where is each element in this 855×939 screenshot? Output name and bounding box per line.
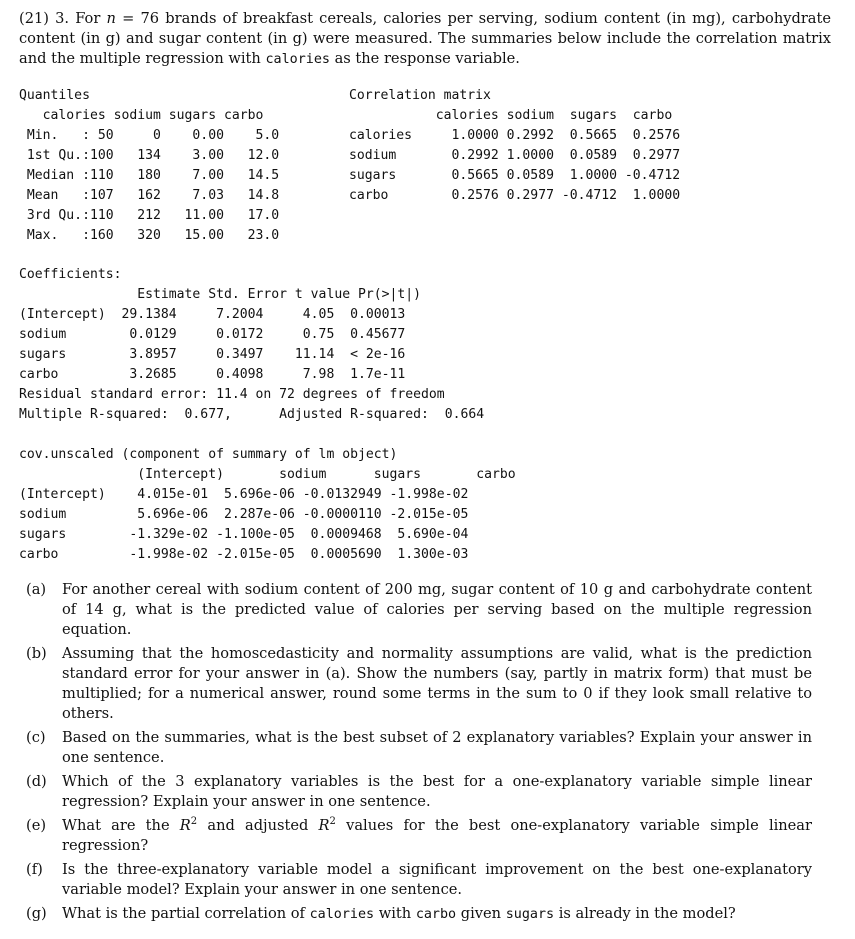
coefficients-row: (Intercept) 29.1384 7.2004 4.05 0.00013: [19, 307, 406, 322]
question-label: (g): [26, 905, 47, 922]
question-label: (d): [26, 773, 47, 790]
problem-intro: (21) 3. For n = 76 brands of breakfast cereals, calories per serving, sodium content (in mg), carbohydrate content (in g) and sugar content (in g) were measured. The summaries below include the correlation matrix and the multiple regression with calories as the response variable.: [19, 10, 832, 67]
cov-unscaled-row: carbo -1.998e-02 -2.015e-05 0.0005690 1.300e-03: [19, 547, 469, 562]
cov-unscaled-header: (Intercept) sodium sugars carbo: [19, 467, 516, 482]
quantiles-table: [19, 86, 279, 246]
question-f: [22, 860, 812, 900]
quantiles-row: Median :110 180 7.00 14.5: [19, 168, 280, 183]
coefficients-row: sugars 3.8957 0.3497 11.14 < 2e-16: [19, 347, 406, 362]
correlation-row: sodium 0.2992 1.0000 0.0589 0.2977: [349, 148, 681, 163]
question-text: What is the partial correlation of calories with carbo given sugars is already in the model?: [62, 905, 736, 922]
correlation-row: calories 1.0000 0.2992 0.5665 0.2576: [349, 128, 681, 143]
coefficients-row: sodium 0.0129 0.0172 0.75 0.45677: [19, 327, 406, 342]
question-label: (a): [26, 581, 47, 598]
question-text: Is the three-explanatory variable model a significant improvement on the best one-explanatory variable model? Explain your answer in one sentence.: [62, 861, 812, 898]
cov-unscaled-row: (Intercept) 4.015e-01 5.696e-06 -0.0132949 -1.998e-02: [19, 487, 469, 502]
n-symbol: n: [106, 10, 116, 27]
question-g: [22, 904, 812, 925]
quantiles-header: calories sodium sugars carbo: [19, 108, 264, 123]
quantiles-row: 3rd Qu.:110 212 11.00 17.0: [19, 208, 280, 223]
question-text: Based on the summaries, what is the best subset of 2 explanatory variables? Explain your answer in one sentence.: [62, 729, 812, 766]
question-c: [22, 728, 812, 768]
question-text: For another cereal with sodium content of 200 mg, sugar content of 10 g and carbohydrate content of 14 g, what is the predicted value of calories per serving based on the multiple regression equation.: [62, 581, 812, 638]
quantiles-title: Quantiles: [19, 88, 90, 103]
response-variable-code: calories: [265, 52, 330, 67]
correlation-row: carbo 0.2576 0.2977 -0.4712 1.0000: [349, 188, 681, 203]
coefficients-row: carbo 3.2685 0.4098 7.98 1.7e-11: [19, 367, 406, 382]
question-label: (f): [26, 861, 43, 878]
quantiles-row: Mean :107 162 7.03 14.8: [19, 188, 280, 203]
residual-standard-error: Residual standard error: 11.4 on 72 degrees of freedom: [19, 387, 445, 402]
question-text: Which of the 3 explanatory variables is the best for a one-explanatory variable simple linear regression? Explain your answer in one sentence.: [62, 773, 812, 810]
question-a: [22, 580, 812, 640]
question-d: [22, 772, 812, 812]
question-label: (e): [26, 817, 47, 834]
cov-unscaled-title: cov.unscaled (component of summary of lm object): [19, 447, 398, 462]
coefficients-title: Coefficients:: [19, 267, 122, 282]
cov-unscaled-row: sodium 5.696e-06 2.287e-06 -0.0000110 -2.015e-05: [19, 507, 469, 522]
question-e: [22, 816, 812, 856]
question-text: Assuming that the homoscedasticity and normality assumptions are valid, what is the prediction standard error for your answer in (a). Show the numbers (say, partly in matrix form) that must be multiplied; for a numerical answer, round some terms in the sum to 0 if they look small relative to others.: [62, 645, 812, 722]
cov-unscaled-table: [19, 445, 516, 565]
question-text: What are the $R^2$ and adjusted $R^2$ values for the best one-explanatory variable simple linear regression?: [62, 816, 812, 854]
correlation-matrix: [349, 86, 680, 206]
correlation-title: Correlation matrix: [349, 88, 491, 103]
quantiles-row: 1st Qu.:100 134 3.00 12.0: [19, 148, 280, 163]
r-squared-line: Multiple R-squared: 0.677, Adjusted R-squared: 0.664: [19, 407, 485, 422]
coefficients-header: Estimate Std. Error t value Pr(>|t|): [19, 287, 422, 302]
correlation-row: sugars 0.5665 0.0589 1.0000 -0.4712: [349, 168, 681, 183]
question-label: (b): [26, 645, 47, 662]
quantiles-row: Max. :160 320 15.00 23.0: [19, 228, 280, 243]
correlation-header: calories sodium sugars carbo: [349, 108, 673, 123]
coefficients-table: [19, 265, 484, 425]
quantiles-row: Min. : 50 0 0.00 5.0: [19, 128, 280, 143]
question-b: [22, 644, 812, 724]
question-list: [22, 580, 812, 929]
question-label: (c): [26, 729, 46, 746]
cov-unscaled-row: sugars -1.329e-02 -1.100e-05 0.0009468 5.690e-04: [19, 527, 469, 542]
